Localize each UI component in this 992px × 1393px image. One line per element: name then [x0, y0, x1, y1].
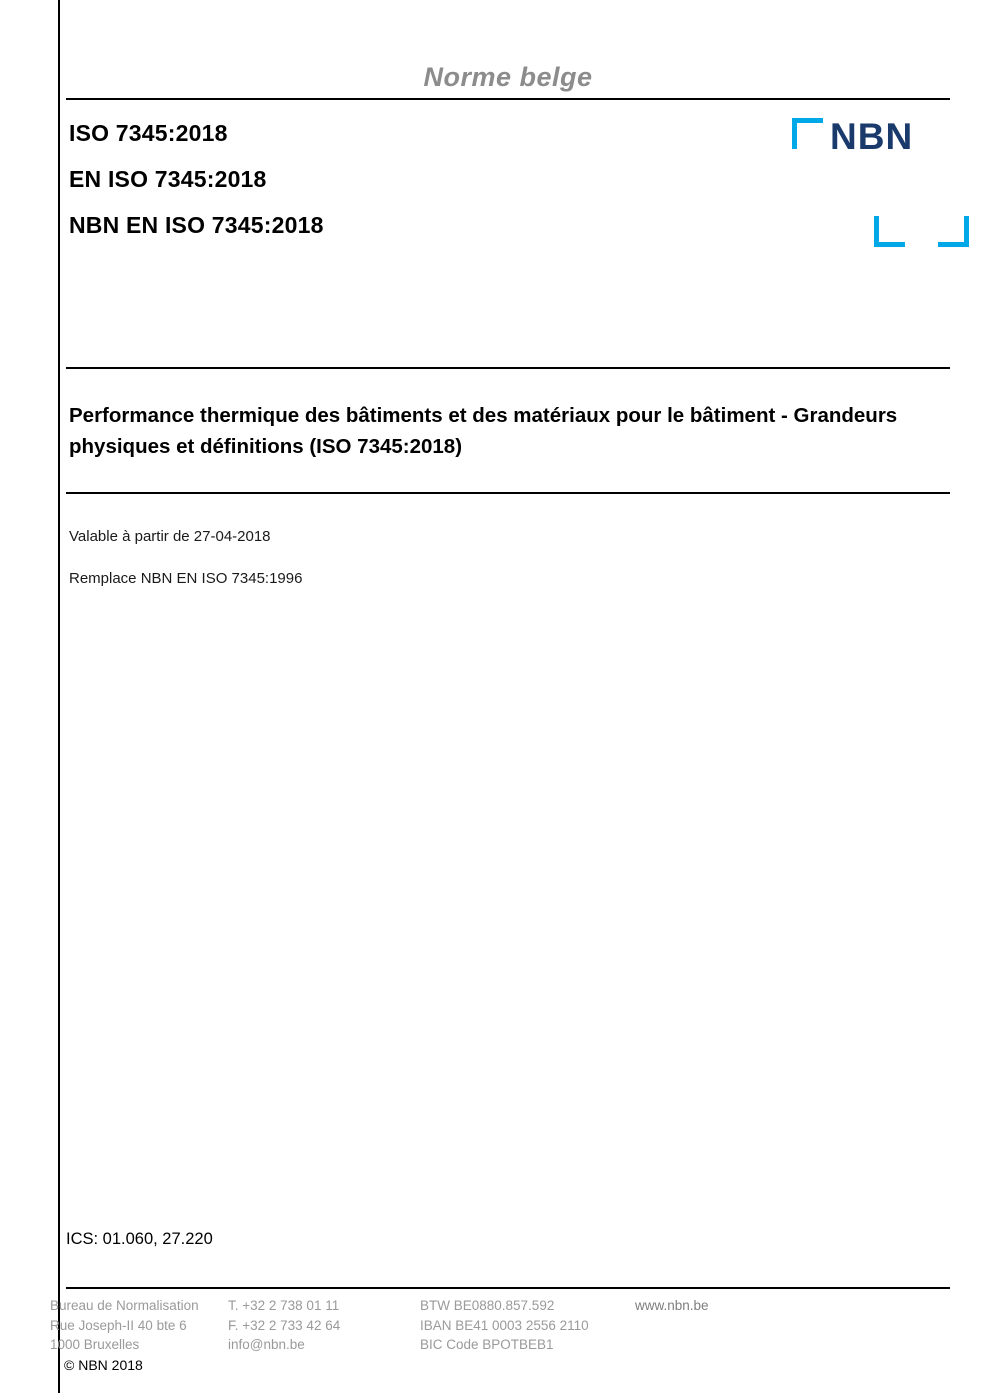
standard-reference-block — [69, 110, 589, 248]
document-metadata — [69, 528, 769, 612]
logo-corner-top-left-icon — [792, 118, 823, 149]
footer-vat: BTW BE0880.857.592 — [420, 1298, 555, 1313]
footer-fax: F. +32 2 733 42 64 — [228, 1317, 341, 1333]
footer-address-column — [50, 1296, 228, 1355]
divider-below-title — [66, 492, 950, 494]
footer-email[interactable]: info@nbn.be — [228, 1337, 305, 1352]
divider-top — [66, 98, 950, 100]
page-content — [66, 0, 950, 1393]
replaces-text: Remplace NBN EN ISO 7345:1996 — [69, 570, 303, 587]
valid-from-text: Valable à partir de 27-04-2018 — [69, 528, 271, 545]
reference-line-iso: ISO 7345:2018 — [69, 120, 228, 146]
copyright-notice: © NBN 2018 — [64, 1357, 143, 1373]
footer-org-name: Bureau de Normalisation — [50, 1298, 199, 1313]
left-margin-rule — [58, 0, 60, 1393]
logo-corner-bottom-right-icon — [938, 216, 969, 247]
document-title: Performance thermique des bâtiments et des matériaux pour le bâtiment - Grandeurs physiques et définitions (ISO 7345:2018) — [69, 404, 898, 458]
footer-phone: T. +32 2 738 01 11 — [228, 1298, 340, 1313]
divider-above-footer — [66, 1287, 950, 1289]
page-banner-title: Norme belge — [423, 62, 593, 92]
reference-line-en-iso: EN ISO 7345:2018 — [69, 166, 267, 192]
footer-org-city: 1000 Bruxelles — [50, 1337, 140, 1352]
footer-web-column — [635, 1296, 835, 1355]
footer-iban: IBAN BE41 0003 2556 2110 — [420, 1317, 589, 1333]
footer-org-street: Rue Joseph-II 40 bte 6 — [50, 1317, 187, 1333]
reference-line-nbn-en-iso: NBN EN ISO 7345:2018 — [69, 212, 324, 238]
ics-codes: ICS: 01.060, 27.220 — [66, 1230, 213, 1248]
footer-contact-column — [228, 1296, 420, 1355]
footer-fiscal-column — [420, 1296, 635, 1355]
logo-wordmark: NBN — [830, 116, 914, 157]
footer-website-link[interactable]: www.nbn.be — [635, 1298, 709, 1313]
logo-corner-bottom-left-icon — [874, 216, 905, 247]
nbn-logo — [786, 108, 946, 253]
divider-above-title — [66, 367, 950, 369]
page-footer — [50, 1296, 880, 1355]
footer-bic: BIC Code BPOTBEB1 — [420, 1337, 554, 1352]
